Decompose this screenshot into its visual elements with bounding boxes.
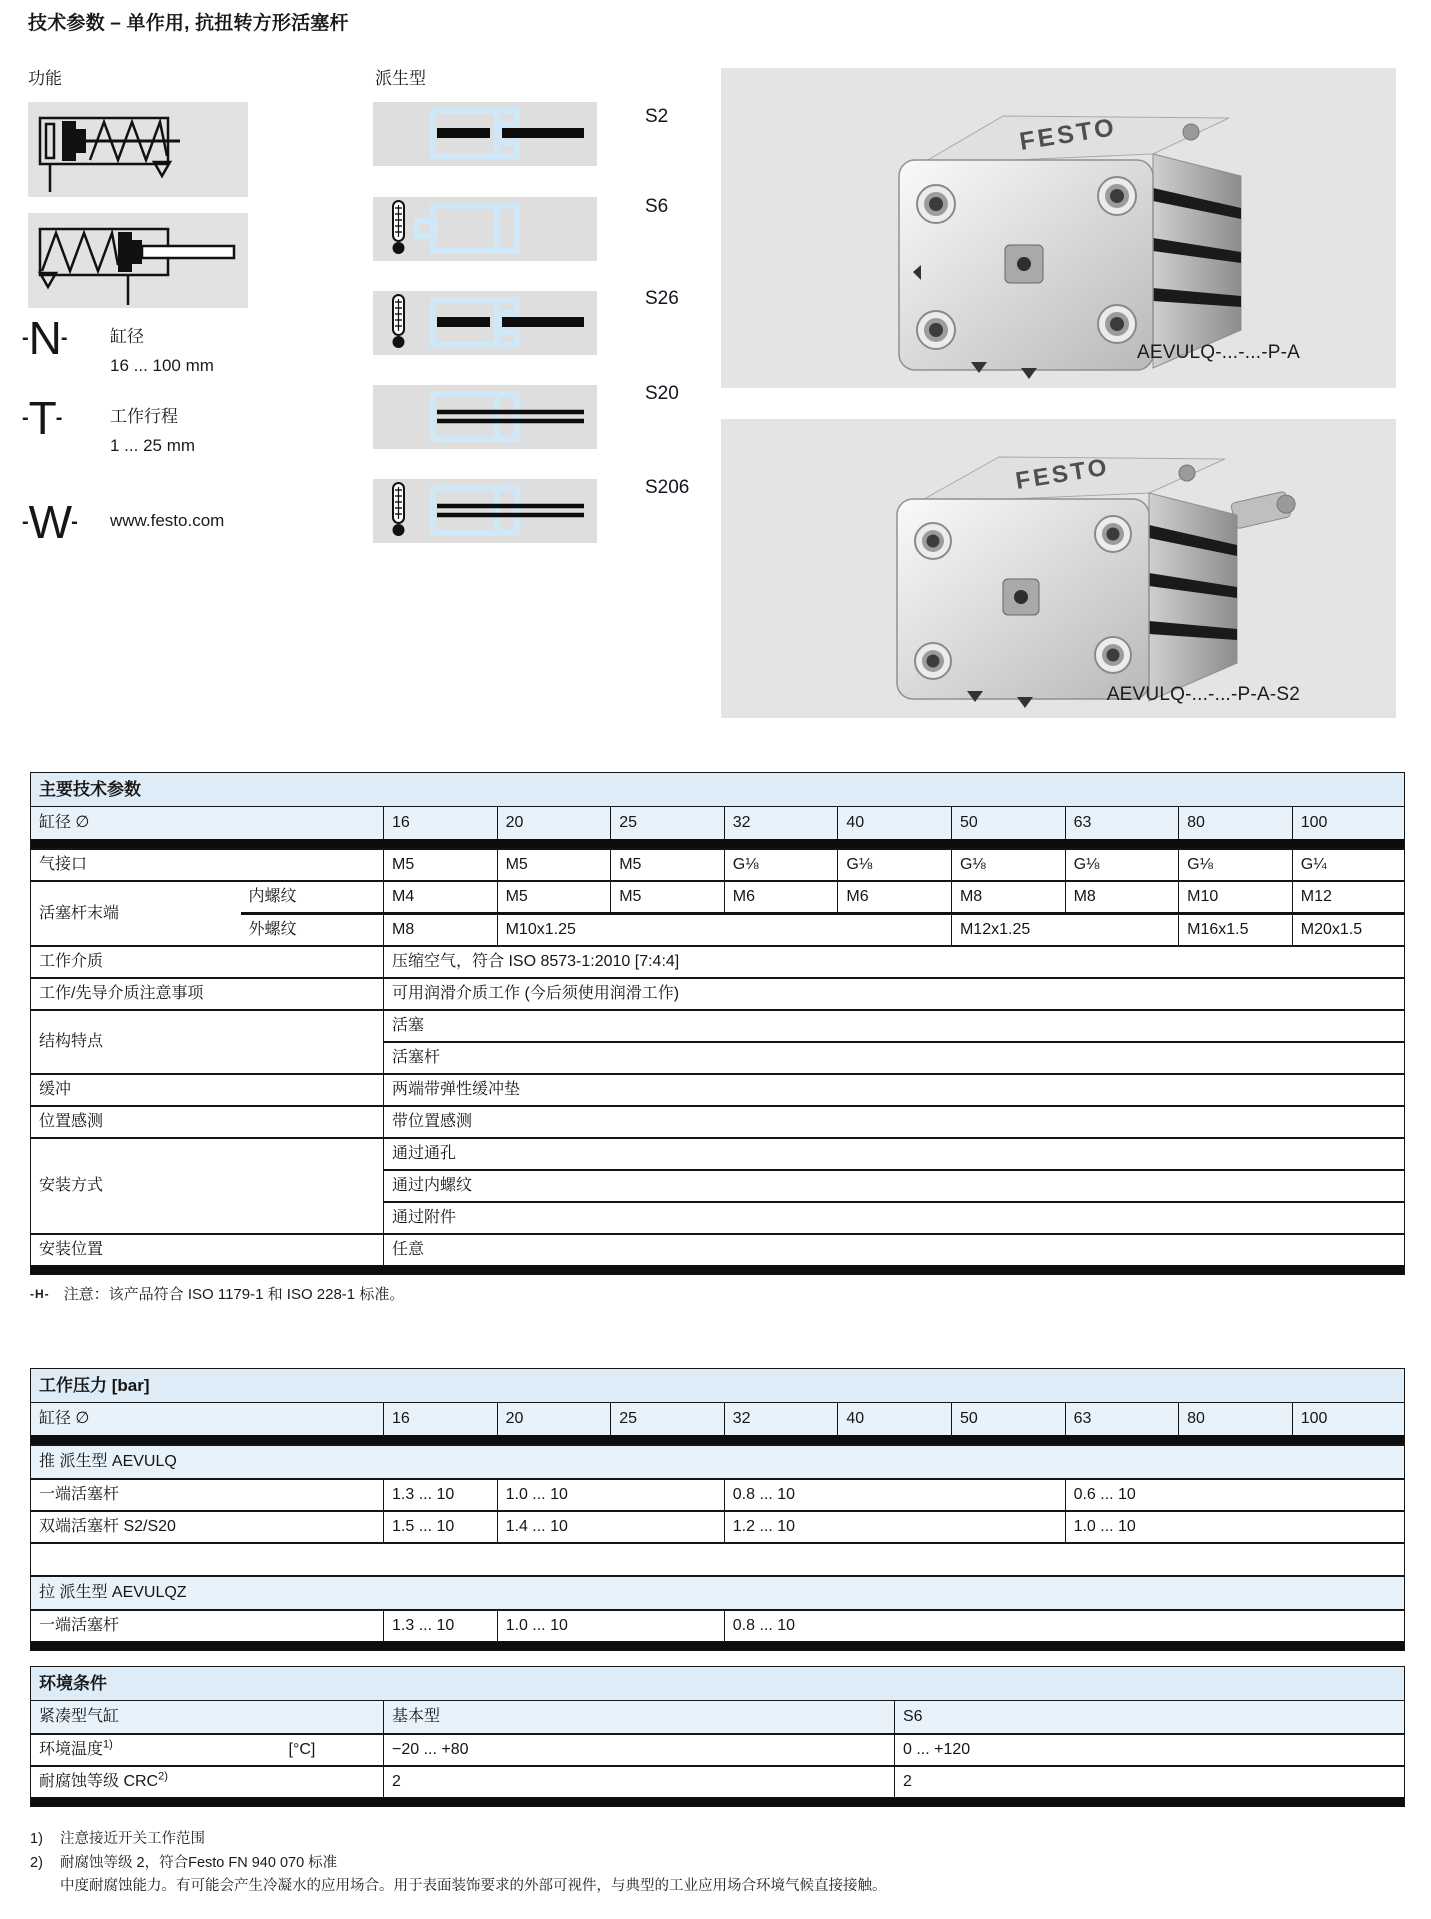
thermometer-icon (393, 295, 405, 348)
row-label: 缓冲 (31, 1074, 384, 1106)
feature-stroke (22, 392, 196, 460)
mounting-hole (915, 523, 951, 559)
table-row: 外螺纹 M8 M10x1.25 M12x1.25 M16x1.5 M20x1.5 (31, 914, 1405, 947)
thermometer-icon (393, 201, 405, 254)
function-symbol-push (28, 102, 248, 197)
footnote-ref: 1) (103, 1738, 113, 1751)
cylinder-photo-illustration-s2 (721, 419, 1396, 718)
variant-symbol-s20 (373, 385, 597, 449)
table-row: 安装位置 任意 (31, 1234, 1405, 1265)
table-row: 气接口 M5 M5 M5 G⅛ G⅛ G⅛ G⅛ G⅛ G¼ (31, 849, 1405, 881)
footnote-ref: 2) (158, 1770, 168, 1783)
through-rod-solid-icon (373, 102, 597, 166)
high-temperature-through-rod-solid-icon (373, 291, 597, 355)
variant-label-s2: S2 (645, 106, 669, 127)
high-temperature-icon (373, 197, 597, 261)
row-label: 一端活塞杆 (31, 1610, 384, 1641)
footnote-2: 2) 耐腐蚀等级 2，符合Festo FN 940 070 标准 (30, 1854, 338, 1871)
variants-section-label: 派生型 (375, 69, 426, 88)
product-photo-s2 (721, 419, 1396, 718)
table-row: 活塞杆末端 内螺纹 M4 M5 M5 M6 M6 M8 M8 M10 M12 (31, 881, 1405, 914)
variant-symbol-s206 (373, 479, 597, 543)
high-temperature-through-rod-hollow-icon (373, 479, 597, 543)
product-photo-basic (721, 68, 1396, 388)
mounting-hole (1095, 637, 1131, 673)
footnotes (30, 1828, 887, 1899)
iso-note (30, 1283, 404, 1304)
table-row: 通过内螺纹 (31, 1170, 1405, 1202)
bore-label: 缸径 ∅ (31, 1403, 384, 1436)
variant-label-s206: S206 (645, 477, 690, 498)
festo-logo-text: FESTO (1013, 453, 1112, 495)
function-section-label: 功能 (28, 69, 62, 88)
row-label: 安装位置 (31, 1234, 384, 1265)
mounting-hole (917, 185, 955, 223)
pull-section-header: 拉 派生型 AEVULQZ (31, 1576, 1405, 1610)
variant-label-s26: S26 (645, 288, 679, 309)
note-text: 注意：该产品符合 ISO 1179-1 和 ISO 228-1 标准。 (63, 1286, 405, 1303)
feature-code-W: - W - (22, 496, 78, 548)
variant-label-s20: S20 (645, 383, 679, 404)
variant-symbol-s2 (373, 102, 597, 166)
page-title: 技术参数 – 单作用, 抗扭转方形活塞杆 (28, 13, 349, 34)
festo-logo-text: FESTO (1017, 112, 1119, 156)
mounting-hole (1095, 516, 1131, 552)
row-label: 工作介质 (31, 946, 384, 978)
main-specs-table (30, 772, 1405, 1275)
cylinder-photo-illustration (721, 68, 1396, 388)
environment-header-row: 紧凑型气缸 基本型 S6 (31, 1701, 1405, 1735)
festo-website-text: www.festo.com (110, 511, 225, 530)
row-label: 活塞杆末端 (31, 881, 241, 946)
bore-header-row: 缸径 ∅ 16 20 25 32 40 50 63 80 100 (31, 1403, 1405, 1436)
through-rod-hollow-icon (373, 385, 597, 449)
table-row: 一端活塞杆 1.3 ... 10 1.0 ... 10 0.8 ... 10 (31, 1610, 1405, 1641)
row-label: 结构特点 (31, 1010, 384, 1074)
note-marker: -H- (30, 1286, 50, 1301)
single-acting-cylinder-pull-icon (28, 213, 248, 308)
variant-label-s6: S6 (645, 196, 669, 217)
row-label: 位置感测 (31, 1106, 384, 1138)
divider-bar (31, 1265, 1405, 1275)
variant-symbol-s6 (373, 197, 597, 261)
through-rod-stub (1231, 489, 1298, 529)
row-label: 双端活塞杆 S2/S20 (31, 1511, 384, 1543)
feature-code-T: - T - (22, 392, 63, 444)
spacer-row (31, 1543, 1405, 1576)
mounting-hole (1098, 305, 1136, 343)
single-acting-cylinder-push-icon (28, 102, 248, 197)
feature-bore (22, 312, 214, 380)
push-section-header: 推 派生型 AEVULQ (31, 1445, 1405, 1479)
variant-symbol-s26 (373, 291, 597, 355)
pressure-table (30, 1368, 1405, 1651)
bore-header-row: 缸径 ∅ 16 20 25 32 40 50 63 80 100 (31, 807, 1405, 840)
mounting-hole (917, 311, 955, 349)
divider-bar (31, 1641, 1405, 1651)
row-label: 安装方式 (31, 1138, 384, 1234)
row-label: 耐腐蚀等级 CRC$^{2)}$ (31, 1766, 384, 1797)
unit-label: [°C] (281, 1734, 384, 1766)
pressure-table-title: 工作压力 [bar] (31, 1369, 1405, 1403)
divider-bar (31, 1435, 1405, 1445)
table-row: 工作/先导介质注意事项 可用润滑介质工作 (今后须使用润滑工作) (31, 978, 1405, 1010)
divider-bar (31, 1797, 1405, 1807)
table-row: 通过附件 (31, 1202, 1405, 1234)
mounting-hole (1098, 177, 1136, 215)
table-row: 环境温度$^{1)}$ [°C] −20 ... +80 0 ... +120 (31, 1734, 1405, 1766)
function-symbol-pull (28, 213, 248, 308)
divider-bar (31, 839, 1405, 849)
table-row: 工作介质 压缩空气，符合 ISO 8573-1:2010 [7:4:4] (31, 946, 1405, 978)
table-row: 结构特点 活塞 (31, 1010, 1405, 1042)
mounting-hole (915, 643, 951, 679)
thermometer-icon (393, 483, 405, 536)
row-sublabel: 内螺纹 (241, 881, 384, 914)
row-sublabel: 外螺纹 (241, 914, 384, 947)
feature-bore-label: 缸径 (110, 327, 144, 346)
feature-bore-value: 16 ... 100 mm (110, 356, 214, 375)
feature-stroke-label: 工作行程 (110, 407, 178, 426)
environment-table-title: 环境条件 (31, 1667, 1405, 1701)
table-row: 一端活塞杆 1.3 ... 10 1.0 ... 10 0.8 ... 10 0.6 ... 10 (31, 1479, 1405, 1511)
row-label: 环境温度$^{1)}$ (31, 1734, 281, 1766)
footnote-1: 1) 注意接近开关工作范围 (30, 1831, 205, 1847)
footnote-2-continuation: 中度耐腐蚀能力。有可能会产生冷凝水的应用场合。用于表面装饰要求的外部可视件，与典型的工业应用场合环境气候直接接触。 (60, 1878, 887, 1894)
table-row: 位置感测 带位置感测 (31, 1106, 1405, 1138)
table-row: 耐腐蚀等级 CRC$^{2)}$ 2 2 (31, 1766, 1405, 1797)
row-label: 气接口 (31, 849, 384, 881)
table-row: 双端活塞杆 S2/S20 1.5 ... 10 1.4 ... 10 1.2 ... 10 1.0 ... 10 (31, 1511, 1405, 1543)
row-label: 工作/先导介质注意事项 (31, 978, 384, 1010)
table-row: 活塞杆 (31, 1042, 1405, 1074)
feature-code-N: - N - (22, 312, 68, 364)
product-caption: AEVULQ-...-...-P-A-S2 (1106, 684, 1300, 705)
product-caption: AEVULQ-...-...-P-A (1136, 342, 1300, 363)
row-label: 一端活塞杆 (31, 1479, 384, 1511)
main-table-title: 主要技术参数 (31, 773, 1405, 807)
bore-label: 缸径 ∅ (31, 807, 384, 840)
table-row: 安装方式 通过通孔 (31, 1138, 1405, 1170)
environment-table (30, 1666, 1405, 1807)
table-row: 缓冲 两端带弹性缓冲垫 (31, 1074, 1405, 1106)
feature-stroke-value: 1 ... 25 mm (110, 436, 196, 455)
feature-website (22, 496, 225, 548)
